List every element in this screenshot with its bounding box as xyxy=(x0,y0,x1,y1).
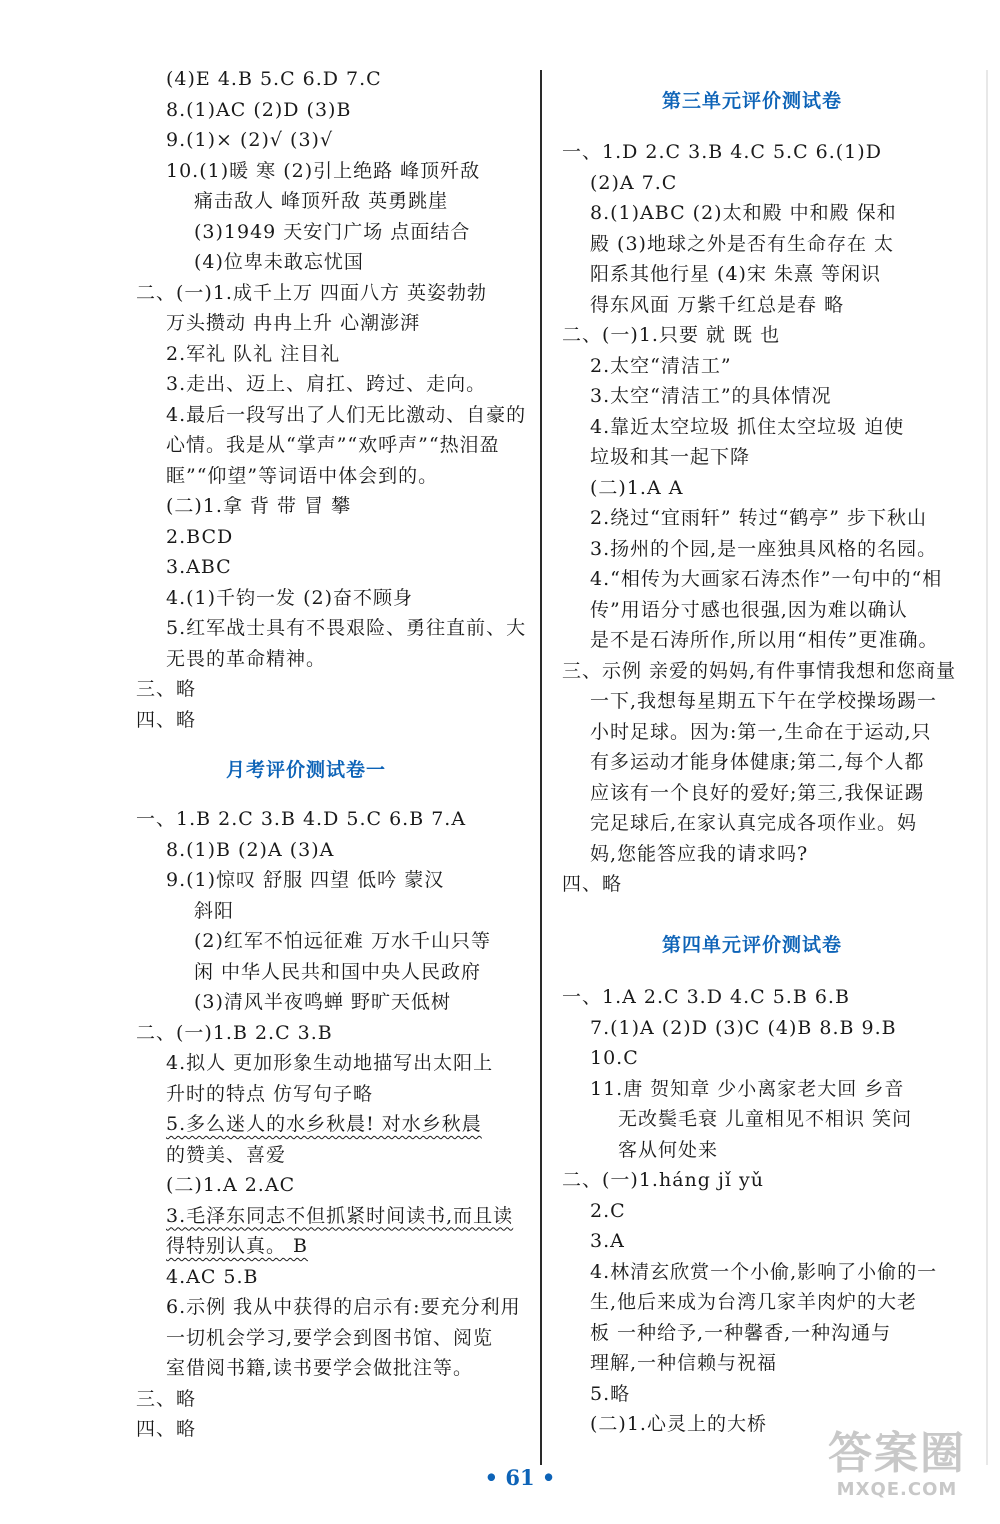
answer-line: (2)红军不怕远征难 万水千山只等 xyxy=(194,930,491,952)
answer-line: 一、1.A 2.C 3.D 4.C 5.B 6.B xyxy=(562,986,850,1008)
answer-line: 完足球后,在家认真完成各项作业。妈 xyxy=(590,812,918,834)
answer-line: 小时足球。因为:第一,生命在于运动,只 xyxy=(590,720,932,743)
answer-line: 2.绕过“宜雨轩” 转过“鹤亭” 步下秋山 xyxy=(590,507,928,529)
answer-line: 一下,我想每星期五下午在学校操场踢一 xyxy=(590,690,938,712)
answer-line: 2.BCD xyxy=(166,525,234,548)
watermark-text: 答案圈 xyxy=(828,1428,966,1479)
answer-line: 4.(1)千钧一发 (2)奋不顾身 xyxy=(166,586,413,609)
answer-line: 6.示例 我从中获得的启示有:要充分利用 xyxy=(166,1296,521,1318)
answer-line: 2.太空“清洁工” xyxy=(590,354,732,377)
answer-line: 5.多么迷人的水乡秋晨! 对水乡秋晨 xyxy=(166,1113,482,1135)
answer-line: 心情。我是从“掌声”“欢呼声”“热泪盈 xyxy=(166,434,500,456)
answer-line: 理解,一种信赖与祝福 xyxy=(590,1352,778,1374)
answer-line: 11.唐 贺知章 少小离家老大回 乡音 xyxy=(590,1077,905,1100)
answer-line: 垃圾和其一起下降 xyxy=(590,446,751,468)
answer-line: (4)位卑未敢忘忧国 xyxy=(194,251,364,273)
answer-line: 3.扬州的个园,是一座独具风格的名园。 xyxy=(590,537,938,560)
column-divider xyxy=(540,70,542,1465)
answer-line: 4.AC 5.B xyxy=(166,1265,259,1288)
answer-line: 4.最后一段写出了人们无比激动、自豪的 xyxy=(166,403,527,426)
answer-line: 有多运动才能身体健康;第二,每个人都 xyxy=(590,751,925,773)
answer-line: 9.(1)惊叹 舒服 四望 低吟 蒙汉 xyxy=(166,869,445,891)
answer-line: 一切机会学习,要学会到图书馆、阅览 xyxy=(166,1326,494,1349)
answer-line: 7.(1)A (2)D (3)C (4)B 8.B 9.B xyxy=(590,1016,897,1039)
answer-line: (2)A 7.C xyxy=(590,171,678,194)
answer-line: 二、(一)1.只要 就 既 也 xyxy=(562,324,781,346)
answer-line: 5.略 xyxy=(590,1382,631,1405)
page-number: • 61 • xyxy=(484,1465,556,1490)
answer-line: (二)1.A A xyxy=(590,476,684,499)
answer-line: 的赞美、喜爱 xyxy=(166,1143,287,1166)
answer-line: 3.毛泽东同志不但抓紧时间读书,而且读 xyxy=(166,1204,514,1227)
section-heading: 第四单元评价测试卷 xyxy=(662,934,843,956)
answer-line: 8.(1)B (2)A (3)A xyxy=(166,838,335,861)
answer-line: 四、略 xyxy=(562,873,623,895)
answer-line: 8.(1)ABC (2)太和殿 中和殿 保和 xyxy=(590,202,897,224)
answer-line: 得东风面 万紫千红总是春 略 xyxy=(590,293,845,316)
answer-line: 2.军礼 队礼 注目礼 xyxy=(166,342,341,365)
answer-line: 3.太空“清洁工”的具体情况 xyxy=(590,385,832,407)
answer-line: (二)1.心灵上的大桥 xyxy=(590,1413,767,1435)
answer-line: 10.C xyxy=(590,1047,639,1069)
right-margin-rule xyxy=(986,70,988,1465)
answer-line: 痛击敌人 峰顶歼敌 英勇跳崖 xyxy=(194,190,449,212)
answer-line: 5.红军战士具有不畏艰险、勇往直前、大 xyxy=(166,617,527,639)
answer-line: (二)1.A 2.AC xyxy=(166,1174,296,1196)
answer-line: 8.(1)AC (2)D (3)B xyxy=(166,98,352,121)
answer-line: 斜阳 xyxy=(194,899,235,922)
answer-line: 2.C xyxy=(590,1199,626,1222)
answer-line: (3)1949 天安门广场 点面结合 xyxy=(194,220,471,243)
answer-line: 无畏的革命精神。 xyxy=(166,647,327,670)
answer-line: 眶”“仰望”等词语中体会到的。 xyxy=(166,464,439,487)
answer-line: 无改鬓毛衰 儿童相见不相识 笑问 xyxy=(618,1108,913,1130)
watermark-logo xyxy=(812,1429,982,1514)
answer-line: 4.拟人 更加形象生动地描写出太阳上 xyxy=(166,1052,494,1074)
answer-line: 客从何处来 xyxy=(618,1138,719,1161)
answer-line: 应该有一个良好的爱好;第三,我保证踢 xyxy=(590,781,925,804)
answer-line: 4.靠近太空垃圾 抓住太空垃圾 迫使 xyxy=(590,415,905,438)
answer-line: 4.“相传为大画家石涛杰作”一句中的“相 xyxy=(590,568,943,590)
answer-line: 四、略 xyxy=(136,1418,197,1440)
answer-line: 板 一种给予,一种馨香,一种沟通与 xyxy=(590,1321,892,1344)
answer-line: (二)1.拿 背 带 冒 攀 xyxy=(166,495,352,517)
answer-line: 3.ABC xyxy=(166,556,232,578)
answer-line: 二、(一)1.成千上万 四面八方 英姿勃勃 xyxy=(136,281,488,304)
answer-line: 9.(1)× (2)√ (3)√ xyxy=(166,129,334,151)
watermark-site: MXQE.COM xyxy=(836,1479,958,1500)
answer-line: 生,他后来成为台湾几家羊肉炉的大老 xyxy=(590,1291,918,1313)
answer-line: (4)E 4.B 5.C 6.D 7.C xyxy=(166,68,382,90)
answer-line: 二、(一)1.B 2.C 3.B xyxy=(136,1021,333,1044)
answer-line: 三、略 xyxy=(136,1387,197,1410)
answer-line: 殿 (3)地球之外是否有生命存在 太 xyxy=(590,232,894,255)
answer-line: 是不是石涛所作,所以用“相传”更准确。 xyxy=(590,629,939,651)
answer-line: 妈,您能答应我的请求吗? xyxy=(590,842,809,865)
answer-line: (3)清风半夜鸣蝉 野旷天低树 xyxy=(194,991,451,1013)
answer-line: 升时的特点 仿写句子略 xyxy=(166,1082,374,1105)
answer-line: 室借阅书籍,读书要学会做批注等。 xyxy=(166,1357,474,1379)
section-heading: 第三单元评价测试卷 xyxy=(662,90,843,112)
answer-line: 万头攒动 冉冉上升 心潮澎湃 xyxy=(166,312,421,334)
answer-line: 得特别认真。 B xyxy=(166,1235,309,1257)
answer-line: 4.林清玄欣赏一个小偷,影响了小偷的一 xyxy=(590,1260,938,1283)
answer-line: 三、示例 亲爱的妈妈,有件事情我想和您商量 xyxy=(562,659,957,682)
answer-line: 闲 中华人民共和国中央人民政府 xyxy=(194,960,482,983)
answer-line: 四、略 xyxy=(136,708,197,731)
answer-line: 传”用语分寸感也很强,因为难以确认 xyxy=(590,598,908,621)
answer-line: 3.走出、迈上、肩扛、跨过、走向。 xyxy=(166,373,487,395)
answer-line: 阳系其他行星 (4)宋 朱熹 等闲识 xyxy=(590,263,882,285)
answer-line: 三、略 xyxy=(136,678,197,700)
answer-line: 二、(一)1.háng jǐ yǔ xyxy=(562,1169,764,1191)
section-heading: 月考评价测试卷一 xyxy=(226,759,387,781)
answer-line: 10.(1)暖 寒 (2)引上绝路 峰顶歼敌 xyxy=(166,159,481,182)
answer-line: 3.A xyxy=(590,1230,625,1252)
answer-line: 一、1.B 2.C 3.B 4.D 5.C 6.B 7.A xyxy=(136,808,467,830)
answer-line: 一、1.D 2.C 3.B 4.C 5.C 6.(1)D xyxy=(562,141,882,163)
